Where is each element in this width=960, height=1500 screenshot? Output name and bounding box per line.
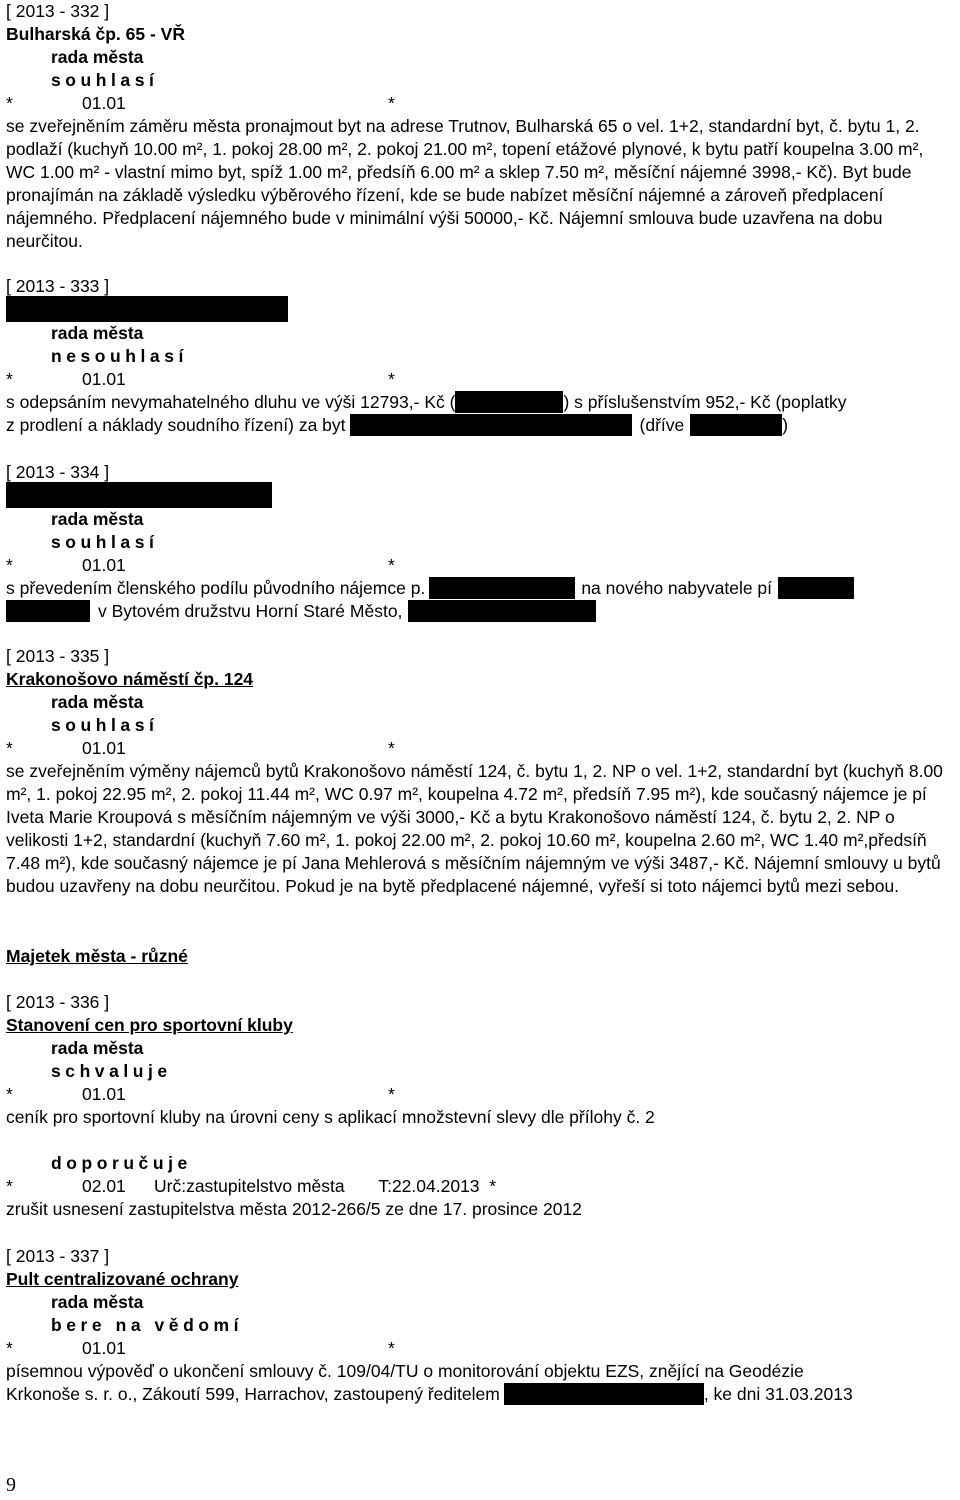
resolution-verb-2: doporučuje: [51, 1153, 192, 1173]
redaction-box: [778, 577, 854, 599]
text-fragment: Krkonoše s. r. o., Zákoutí 599, Harrachov, zastoupený ředitelem: [6, 1384, 500, 1404]
text-line: [6, 414, 956, 437]
resolution-ref: [ 2013 - 335 ]: [6, 646, 110, 666]
item-code: 01.01: [82, 1084, 126, 1104]
item-code-row-2: [6, 1175, 956, 1198]
council-label: rada města: [51, 509, 144, 529]
redaction-box: [455, 391, 563, 413]
item-code: 01.01: [82, 369, 126, 389]
redaction-box: [690, 414, 782, 436]
resolution-title: Krakonošovo náměstí čp. 124: [6, 669, 254, 689]
star-marker: *: [6, 738, 13, 758]
item-code: 01.01: [82, 555, 126, 575]
star-marker: *: [388, 555, 395, 575]
redaction-box: [6, 600, 90, 622]
resolution-333: [6, 275, 956, 437]
resolution-verb: schvaluje: [51, 1061, 172, 1081]
star-marker: *: [6, 369, 13, 389]
section-heading: Majetek města - různé: [6, 946, 188, 966]
item-code-row: [6, 92, 956, 115]
responsible-deadline: Urč:zastupitelstvo města T:22.04.2013 *: [154, 1176, 497, 1196]
resolution-text: písemnou výpověď o ukončení smlouvy č. 109/04/TU o monitorování objektu EZS, znějící na Geodézie: [6, 1361, 804, 1381]
council-label: rada města: [51, 323, 144, 343]
resolution-verb: souhlasí: [51, 532, 159, 552]
item-code-row: [6, 1083, 956, 1106]
star-marker: *: [6, 1338, 13, 1358]
text-fragment: ): [782, 415, 789, 435]
star-marker: *: [388, 1084, 395, 1104]
star-marker: *: [388, 369, 395, 389]
resolution-verb: souhlasí: [51, 70, 159, 90]
item-code-row: [6, 1337, 956, 1360]
resolution-332: [6, 0, 956, 253]
resolution-verb: nesouhlasí: [51, 346, 188, 366]
council-label: rada města: [51, 1038, 144, 1058]
resolution-verb: souhlasí: [51, 715, 159, 735]
item-code-row: [6, 368, 956, 391]
item-code: 01.01: [82, 738, 126, 758]
redaction-box: [408, 600, 596, 622]
page-number: 9: [6, 1474, 16, 1496]
redaction-box: [350, 414, 632, 436]
resolution-ref: [ 2013 - 332 ]: [6, 1, 110, 21]
text-line: [6, 600, 956, 623]
text-fragment: s převedením členského podílu původního nájemce p.: [6, 578, 426, 598]
council-label: rada města: [51, 692, 144, 712]
resolution-ref: [ 2013 - 336 ]: [6, 992, 110, 1012]
resolution-text: ceník pro sportovní kluby na úrovni ceny s aplikací množstevní slevy dle přílohy č. 2: [6, 1107, 655, 1127]
text-fragment: s odepsáním nevymahatelného dluhu ve výši 12793,- Kč (: [6, 392, 456, 412]
resolution-text: se zveřejněním výměny nájemců bytů Krakonošovo náměstí 124, č. bytu 1, 2. NP o vel. 1+2, standardní byt (kuchyň 8.00 m², 1. pokoj 22.95 m², 2. pokoj 11.44 m², WC 0.97 m², koupelna 4.72 m², předsíň 7.95 m²), kde současný nájemce je pí Iveta Marie Kroupová s měsíčním nájemným ve výši 3000,- Kč a bytu Krakonošovo náměstí 124, č. bytu 2, 2. NP o velikosti 1+2, standardní (kuchyň 7.60 m², 1. pokoj 22.00 m², 2. pokoj 10.60 m², koupelna 2.60 m², WC 1.40 m²,předsíň 7.48 m²), kde současný nájemce je pí Jana Mehlerová s měsíčním nájemným ve výši 3487,- Kč. Nájemní smlouvy u bytů budou uzavřeny na dobu neurčitou. Pokud je na bytě předplacené nájemné, vyřeší si toto nájemci bytů mezi sebou.: [6, 761, 943, 896]
star-marker: *: [6, 555, 13, 575]
resolution-title: Bulharská čp. 65 - VŘ: [6, 24, 185, 44]
council-label: rada města: [51, 1292, 144, 1312]
resolution-337: [6, 1245, 956, 1406]
resolution-334: [6, 461, 956, 623]
spacer: [6, 1129, 956, 1152]
item-code: 01.01: [82, 93, 126, 113]
redaction-box: [429, 577, 575, 599]
star-marker: *: [388, 738, 395, 758]
item-code-row: [6, 737, 956, 760]
resolution-ref: [ 2013 - 334 ]: [6, 462, 110, 482]
star-marker: *: [6, 1176, 13, 1196]
text-line: [6, 577, 956, 600]
star-marker: *: [388, 1338, 395, 1358]
item-code: 02.01: [82, 1176, 126, 1196]
resolution-text-2: zrušit usnesení zastupitelstva města 2012-266/5 ze dne 17. prosince 2012: [6, 1199, 582, 1219]
star-marker: *: [388, 93, 395, 113]
resolution-title: Pult centralizované ochrany: [6, 1269, 239, 1289]
resolution-ref: [ 2013 - 333 ]: [6, 276, 110, 296]
redacted-title: [6, 296, 288, 322]
redacted-title: [6, 482, 272, 508]
item-code-row: [6, 554, 956, 577]
text-fragment: na nového nabyvatele pí: [581, 578, 773, 598]
star-marker: *: [6, 1084, 13, 1104]
text-fragment: , ke dni 31.03.2013: [703, 1384, 853, 1404]
resolution-335: [6, 645, 956, 898]
star-marker: *: [6, 93, 13, 113]
resolution-336: [6, 991, 956, 1221]
resolution-ref: [ 2013 - 337 ]: [6, 1246, 110, 1266]
text-fragment: ) s příslušenstvím 952,- Kč (poplatky: [563, 392, 847, 412]
resolution-text: se zveřejněním záměru města pronajmout byt na adrese Trutnov, Bulharská 65 o vel. 1+2, standardní byt, č. bytu 1, 2. podlaží (kuchyň 10.00 m², 1. pokoj 28.00 m², 2. pokoj 21.00 m², topení etážové plynové, k bytu patří koupelna 3.00 m², WC 1.00 m² - vlastní mimo byt, spíž 1.00 m², předsíň 6.00 m² a sklep 7.50 m², měsíční nájemné 3998,- Kč). Byt bude pronajímán na základě výsledku výběrového řízení, kde se bude nabízet měsíční nájemné a zároveň předplacení nájemného. Předplacení nájemného bude v minimální výši 50000,- Kč. Nájemní smlouva bude uzavřena na dobu neurčitou.: [6, 116, 924, 251]
item-code: 01.01: [82, 1338, 126, 1358]
text-fragment: z prodlení a náklady soudního řízení) za byt: [6, 415, 346, 435]
text-fragment: (dříve: [639, 415, 685, 435]
text-line: [6, 391, 956, 414]
council-label: rada města: [51, 47, 144, 67]
text-line: [6, 1383, 956, 1406]
resolution-verb: bere na vědomí: [51, 1315, 244, 1335]
text-fragment: v Bytovém družstvu Horní Staré Město,: [98, 601, 403, 621]
redaction-box: [504, 1383, 704, 1405]
resolution-title: Stanovení cen pro sportovní kluby: [6, 1015, 293, 1035]
